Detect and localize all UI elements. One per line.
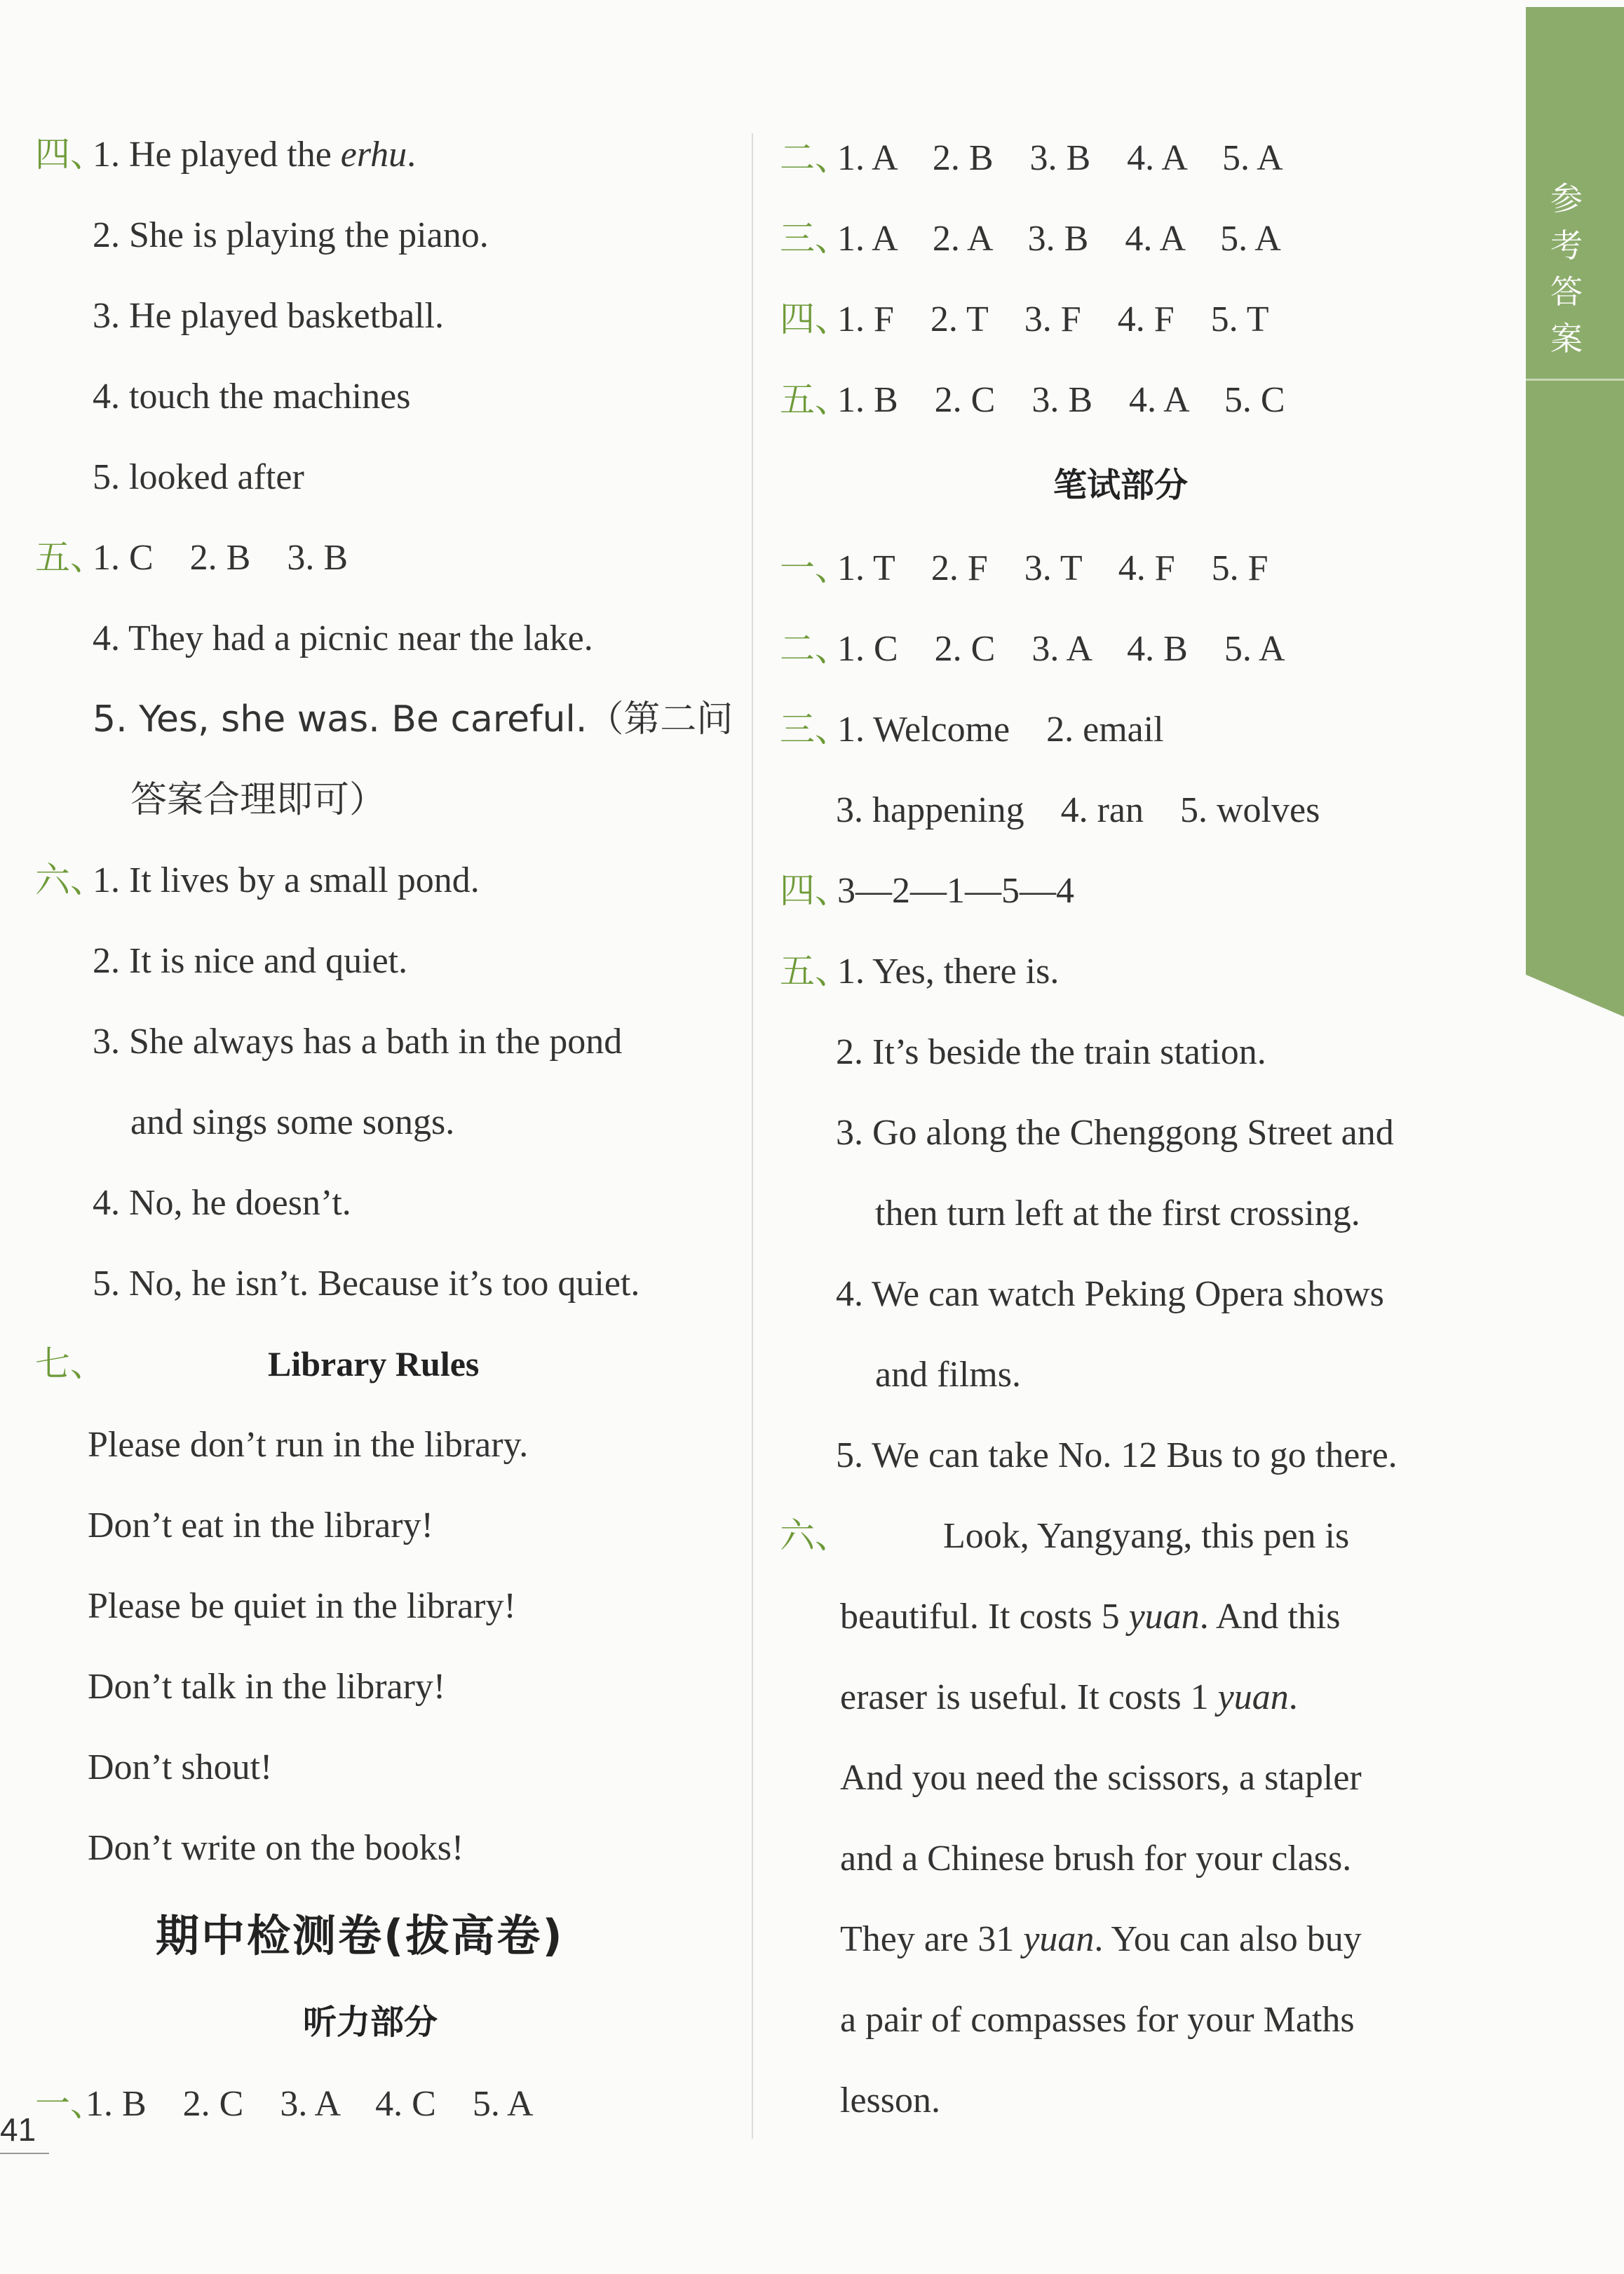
section-marker: 四、 (780, 299, 850, 339)
answer-text: and sings some songs. (130, 1102, 455, 1142)
answer-text: beautiful. It costs 5 (840, 1597, 1129, 1637)
left-answer-line (86, 2086, 534, 2123)
right-answer-line (840, 2080, 940, 2120)
section-marker: 二、 (780, 628, 850, 669)
answer-text: 3—2—1—5—4 (837, 871, 1074, 911)
answer-text: . (407, 135, 417, 175)
right-answer-line (836, 1034, 1266, 1071)
answer-text: 2. It is nice and quiet. (93, 941, 408, 981)
answer-text: 1. Yes, there is. (837, 952, 1060, 992)
right-answer-line (837, 954, 1059, 990)
left-answer-line (156, 1910, 564, 1961)
answer-text: 1. C 2. C 3. A 4. B 5. A (837, 629, 1285, 669)
answer-text: 1. A 2. B 3. B 4. A 5. A (837, 138, 1283, 178)
italic-word: erhu (340, 135, 407, 175)
answer-text: 1. He played the (93, 135, 341, 175)
italic-word: yuan (1128, 1597, 1200, 1637)
right-answer-line (836, 1115, 1394, 1151)
left-answer-line (88, 1669, 445, 1705)
left-answer-line (93, 618, 593, 658)
answer-text: 3. She always has a bath in the pond (93, 1022, 623, 1062)
right-answer-line (840, 2002, 1355, 2038)
column-divider (752, 133, 753, 2139)
left-answer-line (93, 698, 733, 740)
answer-text: 4. touch the machines (93, 377, 411, 417)
right-answer-line (836, 1437, 1398, 1474)
answer-text: Please don’t run in the library. (88, 1425, 529, 1465)
answer-text: and a Chinese brush for your class. (840, 1839, 1352, 1879)
page-number: 41 (0, 2111, 36, 2148)
left-answer-line (93, 943, 407, 980)
answer-text: . (1288, 1677, 1298, 1717)
answer-text: and films. (875, 1355, 1021, 1395)
answer-text: 1. F 2. T 3. F 4. F 5. T (837, 299, 1269, 339)
answer-text: 1. It lives by a small pond. (93, 860, 480, 900)
section-marker: 四、 (35, 134, 105, 175)
answer-text: . You can also buy (1094, 1919, 1362, 1959)
answer-text: lesson. (840, 2080, 940, 2120)
section-marker: 一、 (35, 2083, 105, 2124)
right-answer-line (837, 631, 1285, 668)
section-marker: 七、 (35, 1344, 105, 1384)
section-marker: 三、 (780, 218, 850, 259)
left-answer-line (130, 1104, 454, 1141)
answer-text: 4. They had a picnic near the lake. (93, 618, 593, 658)
right-answer-line (837, 140, 1283, 177)
answer-text: 1. B 2. C 3. A 4. C 5. A (86, 2084, 534, 2124)
answer-text: 5. Yes, she was. Be careful.（第二问 (93, 698, 733, 740)
right-answer-line (840, 1760, 1362, 1796)
answer-text: 1. A 2. A 3. B 4. A 5. A (837, 219, 1281, 259)
left-answer-line (268, 1346, 479, 1381)
left-answer-line (130, 779, 386, 821)
left-answer-line (93, 1185, 351, 1221)
italic-word: yuan (1023, 1919, 1095, 1959)
answer-text: a pair of compasses for your Maths (840, 2000, 1355, 2040)
left-answer-line (93, 1024, 622, 1060)
page-number-rule (0, 2153, 49, 2154)
section-marker: 一、 (780, 548, 850, 588)
right-answer-line (840, 1679, 1298, 1716)
right-answer-line (837, 221, 1281, 257)
section-marker: 三、 (780, 709, 850, 750)
section-marker: 六、 (780, 1515, 850, 1556)
right-answer-line (943, 1518, 1349, 1555)
section-marker: 五、 (35, 537, 105, 578)
answer-text: 4. No, he doesn’t. (93, 1183, 351, 1223)
left-answer-line (88, 1505, 433, 1545)
right-answer-line (875, 1193, 1360, 1233)
answer-text: 期中检测卷(拔高卷) (156, 1910, 564, 1961)
left-answer-line (88, 1830, 463, 1867)
right-answer-line (840, 1599, 1341, 1635)
section-marker: 五、 (780, 951, 850, 992)
left-answer-line (93, 298, 444, 334)
left-answer-line (303, 2003, 438, 2042)
left-answer-line (93, 459, 304, 496)
answer-text: 1. T 2. F 3. T 4. F 5. F (837, 548, 1268, 588)
left-answer-line (88, 1427, 528, 1463)
side-tab-label: 参考答案 (1550, 180, 1583, 358)
answer-text: 1. B 2. C 3. B 4. A 5. C (837, 380, 1285, 420)
answer-text: 1. Welcome 2. email (837, 710, 1164, 750)
answer-text: Look, Yangyang, this pen is (943, 1516, 1350, 1556)
left-answer-line (93, 1266, 640, 1302)
answer-text: And you need the scissors, a stapler (840, 1758, 1362, 1798)
answer-text: 2. It’s beside the train station. (836, 1032, 1266, 1072)
right-answer-line (1053, 466, 1189, 505)
answer-text: 笔试部分 (1053, 466, 1189, 505)
answer-text: Don’t shout! (88, 1747, 273, 1787)
left-answer-line (88, 1588, 516, 1625)
side-tab (1526, 7, 1624, 1017)
section-marker: 二、 (780, 137, 850, 178)
answer-text: eraser is useful. It costs 1 (840, 1677, 1218, 1717)
italic-word: yuan (1217, 1677, 1289, 1717)
answer-text: 5. No, he isn’t. Because it’s too quiet. (93, 1264, 640, 1304)
side-tab-divider (1526, 379, 1624, 381)
right-answer-line (840, 1921, 1362, 1958)
answer-text: 答案合理即可） (130, 779, 386, 821)
answer-text: Don’t write on the books! (88, 1828, 464, 1868)
answer-text: 3. He played basketball. (93, 296, 445, 336)
right-answer-line (837, 550, 1268, 587)
right-answer-line (837, 873, 1074, 909)
answer-text: 3. happening 4. ran 5. wolves (836, 790, 1320, 830)
right-answer-line (837, 299, 1269, 339)
right-answer-line (837, 712, 1164, 748)
left-answer-line (93, 862, 480, 899)
section-marker: 五、 (780, 379, 850, 420)
answer-text: 1. C 2. B 3. B (93, 538, 349, 578)
left-answer-line (93, 540, 348, 576)
left-answer-line (88, 1747, 273, 1787)
right-answer-line (875, 1357, 1021, 1393)
answer-text: . And this (1199, 1597, 1341, 1637)
answer-text: then turn left at the first crossing. (875, 1193, 1360, 1233)
answer-text: 3. Go along the Chenggong Street and (836, 1113, 1394, 1153)
right-answer-line (836, 792, 1320, 829)
right-answer-line (836, 1276, 1384, 1313)
left-answer-line (93, 379, 410, 415)
answer-text: Don’t eat in the library! (88, 1505, 433, 1545)
answer-text: 2. She is playing the piano. (93, 215, 489, 255)
answer-text: They are 31 (840, 1919, 1024, 1959)
answer-text: 5. looked after (93, 457, 304, 497)
answer-text: 5. We can take No. 12 Bus to go there. (836, 1435, 1398, 1475)
answer-text: 听力部分 (303, 2003, 438, 2042)
right-answer-line (840, 1841, 1351, 1877)
answer-text: Don’t talk in the library! (88, 1667, 446, 1707)
answer-text: Library Rules (268, 1344, 480, 1383)
section-marker: 六、 (35, 860, 105, 900)
answer-text: 4. We can watch Peking Opera shows (836, 1274, 1384, 1314)
left-answer-line (93, 217, 489, 254)
right-answer-line (837, 382, 1285, 419)
left-answer-line (93, 137, 416, 173)
section-marker: 四、 (780, 870, 850, 911)
answer-text: Please be quiet in the library! (88, 1586, 516, 1626)
